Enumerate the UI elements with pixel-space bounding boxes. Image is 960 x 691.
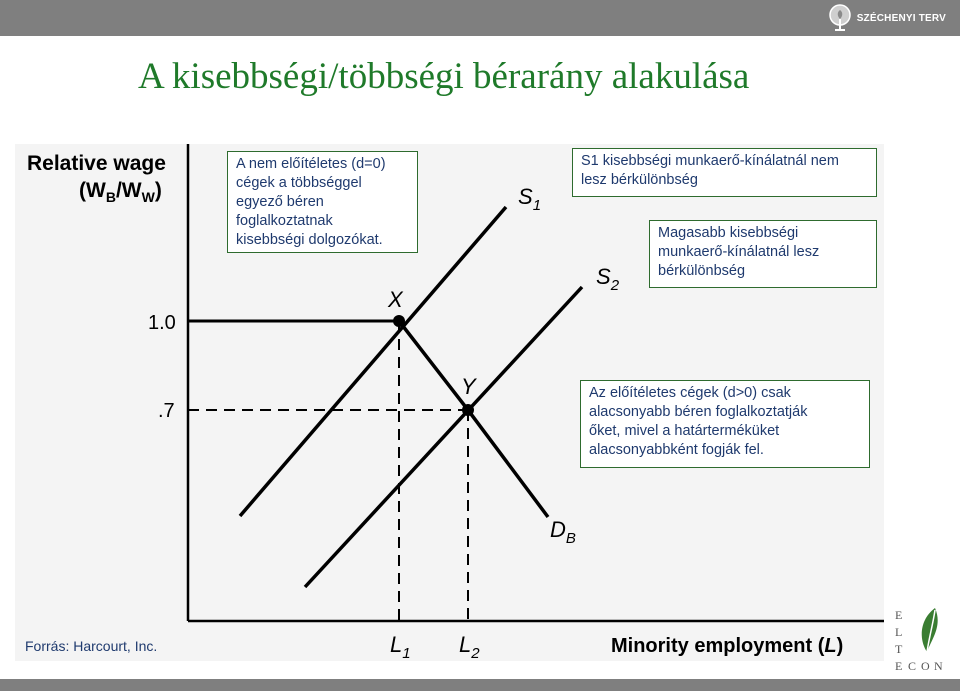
elte-letter: C bbox=[908, 659, 917, 673]
note-line: alacsonyabb béren foglalkoztatják bbox=[589, 404, 808, 420]
y-tick-1-0: 1.0 bbox=[148, 312, 176, 334]
note-no-prejudice bbox=[227, 151, 418, 253]
note-prejudiced-firms bbox=[580, 380, 870, 468]
y-axis-title-line1: Relative wage bbox=[27, 152, 166, 175]
elte-econ-logo bbox=[891, 606, 951, 676]
elte-letter: T bbox=[895, 642, 903, 656]
source-citation: Forrás: Harcourt, Inc. bbox=[25, 638, 158, 654]
note-line: A nem előítéletes (d=0) bbox=[236, 156, 386, 172]
header-band bbox=[0, 0, 960, 36]
note-line: munkaerő-kínálatnál lesz bbox=[658, 244, 820, 260]
supply-curve-s2 bbox=[305, 287, 582, 587]
note-line: foglalkoztatnak bbox=[236, 213, 333, 229]
note-line: egyező béren bbox=[236, 194, 324, 210]
label-l1: $L_1$ bbox=[390, 632, 411, 661]
label-s2: $S_2$ bbox=[596, 264, 620, 294]
note-line: Az előítéletes cégek (d>0) csak bbox=[589, 385, 791, 401]
szechenyi-logo bbox=[827, 3, 946, 33]
logo-text: SZÉCHENYI TERV bbox=[856, 12, 946, 24]
label-point-x: X bbox=[388, 287, 403, 312]
y-axis-title-line2: $(W_B/W_W)$ bbox=[79, 179, 162, 205]
diagram-panel bbox=[15, 144, 884, 661]
note-line: őket, mivel a határterméküket bbox=[589, 423, 780, 439]
y-tick-0-7: .7 bbox=[158, 400, 175, 422]
slide-title: A kisebbségi/többségi bérarány alakulása bbox=[138, 56, 750, 97]
supply-curve-s1 bbox=[240, 207, 506, 516]
label-l2: $L_2$ bbox=[459, 632, 480, 661]
equilibrium-point-y bbox=[462, 404, 474, 416]
note-line: kisebbségi dolgozókat. bbox=[236, 232, 383, 248]
elte-leaf-icon bbox=[915, 606, 945, 656]
elte-letter: L bbox=[895, 625, 903, 639]
equilibrium-point-x bbox=[393, 315, 405, 327]
label-db: $D_B$ bbox=[550, 517, 576, 547]
note-line: S1 kisebbségi munkaerő-kínálatnál nem bbox=[581, 153, 839, 169]
label-point-y: Y bbox=[461, 374, 476, 399]
elte-letter: E bbox=[895, 608, 903, 622]
note-s1-supply bbox=[572, 148, 877, 197]
label-s1: $S_1$ bbox=[518, 184, 542, 214]
szechenyi-seedling-icon bbox=[827, 3, 853, 33]
footer-band bbox=[0, 679, 960, 691]
elte-letter: N bbox=[934, 659, 943, 673]
note-higher-supply bbox=[649, 220, 877, 288]
elte-letter: E bbox=[895, 659, 903, 673]
note-line: alacsonyabbként fogják fel. bbox=[589, 442, 764, 458]
note-line: cégek a többséggel bbox=[236, 175, 362, 191]
x-axis-title: Minority employment (L) bbox=[611, 635, 844, 657]
note-line: bérkülönbség bbox=[658, 263, 746, 279]
note-line: lesz bérkülönbség bbox=[581, 172, 698, 188]
elte-letter: O bbox=[921, 659, 930, 673]
note-line: Magasabb kisebbségi bbox=[658, 225, 799, 241]
